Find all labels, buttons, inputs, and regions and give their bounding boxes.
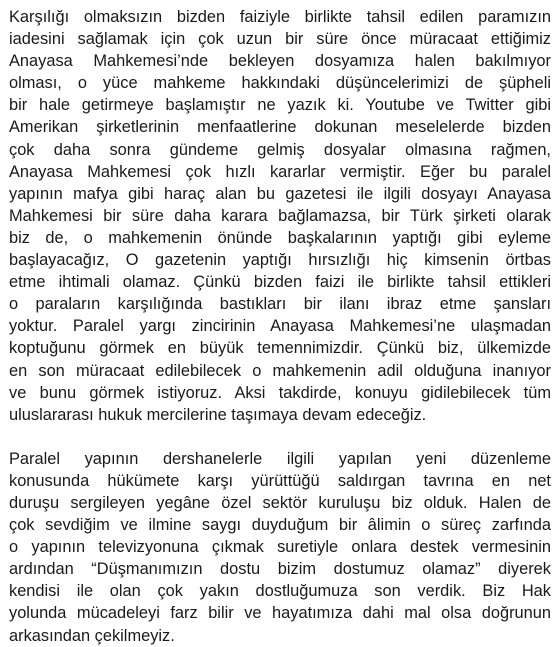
text-line: arkasından çekilmeyiz. [9,626,175,645]
text-line: ve bunu görmek istiyoruz. Aksi takdirde, konuyu gidilebilecek tüm [9,383,551,402]
paragraph-1 [9,6,551,426]
paragraph-2 [9,448,551,647]
text-line: yapının mafya gibi haraç alan bu gazetesi ile ilgili dosyayı Anayasa [9,184,551,203]
text-line: Anayasa Mahkemesi’nde bekleyen dosyamıza halen bakılmıyor [9,52,551,71]
text-line: çok daha sonra gündeme gelmiş dosyalar olmasına rağmen, [9,140,551,159]
text-line: o yapının televizyonuna çıkmak suretiyle onlara destek vermesinin [9,538,551,557]
text-line: uluslararası hukuk mercilerine taşımaya devam edeceğiz. [9,405,427,424]
text-line: olması, o yüce mahkeme hakkındaki düşüncelerimizi de şüpheli [9,74,551,93]
text-line: Karşılığı olmaksızın bizden faiziyle birlikte tahsil edilen paramızın [9,8,551,26]
text-line: koptuğunu görmek en büyük temennimizdir. Çünkü biz, ülkemizde [9,339,551,358]
text-line: başlayacağız, O gazetenin yaptığı hırsızlığı hiç kimsenin örtbas [9,251,551,270]
text-line: iadesini sağlamak için çok uzun bir süre önce müracaat ettiğimiz [9,30,551,49]
text-line: yoktur. Paralel yargı zincirinin Anayasa Mahkemesi’ne ulaşmadan [9,317,551,336]
text-line: ardından “Düşmanımızın dostu bizim dostumuz olamaz” diyerek [9,560,551,579]
text-line: en son müracaat edilebilecek o mahkemenin adil olduğuna inanıyor [9,361,551,380]
text-line: o paraların karşılığında bastıkları bir ilanı ibraz etme şansları [9,295,551,314]
text-line: konusunda hükümete karşı yürüttüğü saldırgan tavrına en net [9,471,551,490]
text-line: biz de, o mahkemenin önünde başkalarının yaptığı gibi eyleme [9,228,551,247]
text-line: Amerikan şirketlerinin menfaatlerine dokunan meselelerde bizden [9,118,551,137]
text-line: etme ihtimali olamaz. Çünkü bizden faizi ile birlikte tahsil ettikleri [9,273,551,292]
text-line: duruşu sergileyen yegâne özel sektör kuruluşu biz olduk. Halen de [9,493,551,512]
text-line: yolunda mücadeleyi farz bilir ve hayatımıza dahi mal olsa doğrunun [9,604,551,623]
text-line: Mahkemesi bir süre daha karara bağlamazsa, bir Türk şirketi olarak [9,206,551,225]
text-line: Paralel yapının dershanelerle ilgili yapılan yeni düzenleme [9,449,551,468]
text-line: çok sevdiğim ve ilmine saygı duyduğum bir âlimin o süreç zarfında [9,516,551,535]
text-line: kendisi ile olan çok yakın dostluğumuza son verdik. Biz Hak [9,582,551,601]
text-line: bir hale getirmeye başlamıştır ne yazık ki. Youtube ve Twitter gibi [9,96,551,115]
text-line: Anayasa Mahkemesi çok hızlı kararlar vermiştir. Eğer bu paralel [9,162,551,181]
